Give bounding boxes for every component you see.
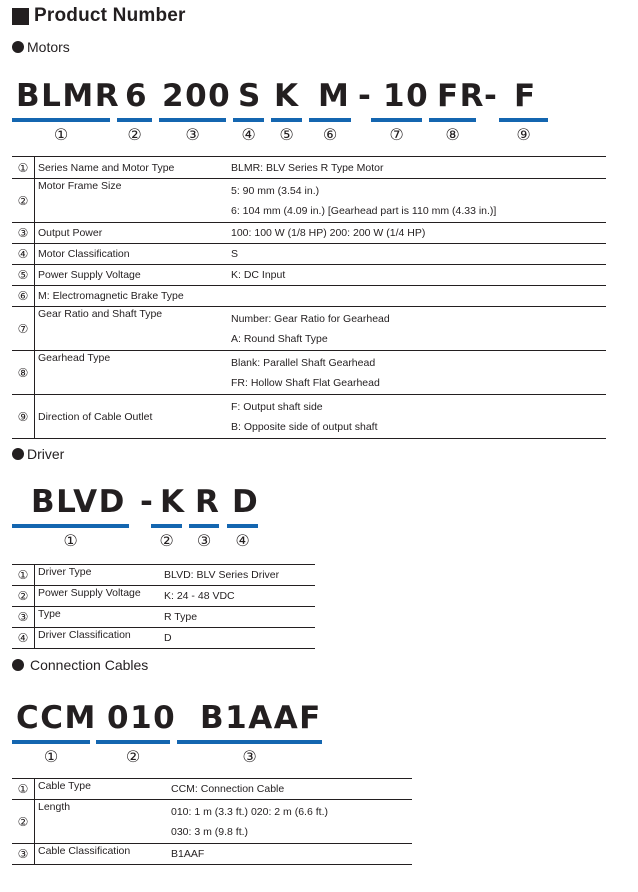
square-bullet-icon: [12, 8, 29, 25]
row-label: Driver Type: [38, 566, 92, 578]
row-value: F: Output shaft side B: Opposite side of output shaft: [231, 400, 378, 433]
row-label: Gearhead Type: [38, 352, 111, 364]
motor-code-cable: F: [514, 78, 537, 114]
row-label: M: Electromagnetic Brake Type: [38, 290, 184, 302]
motor-code-class: S: [238, 78, 262, 114]
row-value: K: DC Input: [231, 269, 286, 281]
row-number: ⑧: [12, 351, 35, 395]
table-row: [12, 565, 315, 586]
row-number: ⑨: [12, 395, 35, 439]
row-value: B1AAF: [171, 848, 205, 860]
circle-bullet-icon: [12, 41, 24, 53]
row-number: ⑤: [12, 265, 35, 286]
row-number: ③: [12, 844, 35, 865]
row-number: ②: [12, 800, 35, 844]
marker-9: ⑨: [516, 127, 531, 144]
row-label: Power Supply Voltage: [38, 269, 141, 281]
cable-code-class: B1AAF: [200, 700, 322, 736]
driver-code-series: BLVD: [31, 484, 126, 520]
motor-code-gearhead: FR: [437, 78, 486, 114]
underline-4: [233, 118, 264, 122]
underline-1: [12, 118, 110, 122]
cables-heading: [12, 657, 148, 673]
motor-code-voltage: K: [274, 78, 300, 114]
page-title: [12, 5, 186, 27]
row-number: ⑥: [12, 286, 35, 307]
driver-code-type: R: [195, 484, 221, 520]
row-label: Type: [38, 608, 61, 620]
table-row: [12, 307, 606, 351]
cable-code: [12, 700, 332, 738]
driver-code-dash: -: [140, 484, 155, 520]
table-row: [12, 244, 606, 265]
row-label: Power Supply Voltage: [38, 587, 141, 599]
table-row: [12, 265, 606, 286]
motor-code-frame: 6: [125, 78, 149, 114]
cables-heading-text: Connection Cables: [30, 657, 149, 673]
underline-2: [117, 118, 152, 122]
row-value: CCM: Connection Cable: [171, 783, 285, 795]
page-title-text: Product Number: [34, 5, 186, 26]
row-value: BLMR: BLV Series R Type Motor: [231, 161, 384, 174]
marker-2: ②: [159, 533, 174, 550]
underline-3: [159, 118, 226, 122]
row-value: Blank: Parallel Shaft Gearhead FR: Hollow Shaft Flat Gearhead: [231, 356, 380, 389]
motors-heading-text: Motors: [27, 39, 70, 55]
underline-7: [371, 118, 422, 122]
table-row: [12, 395, 606, 439]
marker-4: ④: [235, 533, 250, 550]
table-row: [12, 223, 606, 244]
motors-heading: [12, 39, 70, 55]
underline-2: [151, 524, 182, 528]
driver-heading-text: Driver: [27, 446, 65, 462]
row-value: 5: 90 mm (3.54 in.) 6: 104 mm (4.09 in.) [Gearhead part is 110 mm (4.33 in.)]: [231, 184, 497, 217]
cable-code-length: 010: [107, 700, 177, 736]
driver-code-class: D: [232, 484, 260, 520]
table-row: [12, 844, 412, 865]
underline-2: [96, 740, 170, 744]
motor-code: [12, 78, 632, 116]
driver-spec-table: [12, 564, 315, 649]
underline-5: [271, 118, 302, 122]
table-row: [12, 179, 606, 223]
row-value: R Type: [164, 611, 198, 623]
marker-2: ②: [125, 749, 141, 766]
row-number: ④: [12, 628, 35, 649]
row-label: Driver Classification: [38, 629, 131, 641]
row-number: ③: [12, 607, 35, 628]
table-row: [12, 586, 315, 607]
motor-code-ratio: 10: [383, 78, 430, 114]
row-label: Length: [38, 801, 71, 813]
marker-6: ⑥: [322, 127, 338, 144]
cable-code-type: CCM: [16, 700, 97, 736]
row-label: Output Power: [38, 227, 103, 239]
motor-code-power: 200: [162, 78, 232, 114]
marker-3: ③: [242, 749, 257, 766]
table-row: [12, 351, 606, 395]
row-number: ④: [12, 244, 35, 265]
row-value: Number: Gear Ratio for Gearhead A: Round Shaft Type: [231, 312, 390, 345]
marker-7: ⑦: [389, 127, 404, 144]
row-number: ①: [12, 565, 35, 586]
table-row: [12, 286, 606, 307]
underline-4: [227, 524, 258, 528]
marker-1: ①: [63, 533, 78, 550]
table-row: [12, 628, 315, 649]
underline-8: [429, 118, 476, 122]
table-row: [12, 607, 315, 628]
row-value: 100: 100 W (1/8 HP) 200: 200 W (1/4 HP): [231, 227, 426, 239]
row-value: BLVD: BLV Series Driver: [164, 569, 280, 581]
underline-1: [12, 740, 90, 744]
row-number: ①: [12, 157, 35, 179]
row-label: Cable Classification: [38, 845, 131, 857]
underline-9: [499, 118, 548, 122]
row-number: ⑦: [12, 307, 35, 351]
circle-bullet-icon: [12, 448, 24, 460]
underline-3: [177, 740, 322, 744]
row-label: Motor Frame Size: [38, 180, 122, 192]
row-number: ②: [12, 179, 35, 223]
marker-2: ②: [127, 127, 142, 144]
driver-heading: [12, 446, 64, 462]
row-value: K: 24 - 48 VDC: [164, 590, 235, 602]
driver-code: [12, 484, 312, 522]
underline-1: [12, 524, 129, 528]
table-row: [12, 157, 606, 179]
row-label: Gear Ratio and Shaft Type: [38, 308, 163, 320]
motor-code-dash2: -: [484, 78, 499, 114]
table-row: [12, 800, 412, 844]
cable-spec-table: [12, 778, 412, 865]
row-number: ①: [12, 779, 35, 800]
motor-code-brake: M: [318, 78, 351, 114]
row-value: 010: 1 m (3.3 ft.) 020: 2 m (6.6 ft.) 030: 3 m (9.8 ft.): [171, 805, 328, 838]
underline-3: [189, 524, 219, 528]
row-value: S: [231, 248, 239, 260]
motor-code-series: BLMR: [16, 78, 121, 114]
table-row: [12, 779, 412, 800]
row-label: Series Name and Motor Type: [38, 161, 175, 174]
marker-5: ⑤: [279, 127, 294, 144]
underline-6: [309, 118, 351, 122]
row-number: ②: [12, 586, 35, 607]
row-label: Direction of Cable Outlet: [38, 410, 153, 423]
row-label: Cable Type: [38, 780, 91, 792]
circle-bullet-icon: [12, 659, 24, 671]
marker-3: ③: [196, 533, 212, 550]
marker-4: ④: [241, 127, 256, 144]
marker-3: ③: [185, 127, 200, 144]
marker-1: ①: [53, 127, 69, 144]
marker-8: ⑧: [445, 127, 460, 144]
row-value: D: [164, 632, 172, 644]
marker-1: ①: [43, 749, 59, 766]
row-number: ③: [12, 223, 35, 244]
motor-spec-table: [12, 156, 606, 439]
row-label: Motor Classification: [38, 248, 130, 260]
driver-code-voltage: K: [160, 484, 186, 520]
motor-code-dash1: -: [358, 78, 373, 114]
